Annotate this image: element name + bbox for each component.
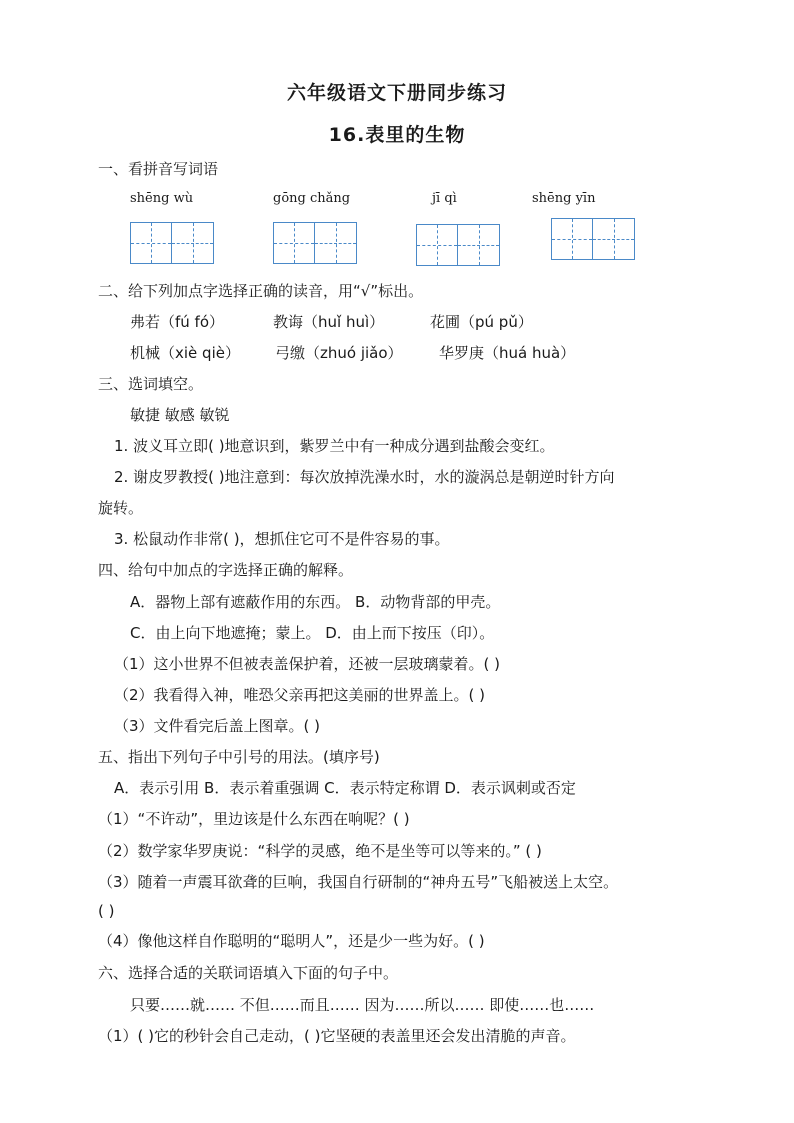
meaning-question-2: （2）我看得入神，唯恐父亲再把这美丽的世界盖上。( ) xyxy=(114,686,486,704)
page-title: 六年级语文下册同步练习 xyxy=(286,82,507,104)
conjunction-bank: 只要……就…… 不但……而且…… 因为……所以…… 即使……也…… xyxy=(130,996,595,1014)
pinyin-4: shēng yīn xyxy=(532,191,596,206)
pinyin-1: shēng wù xyxy=(130,191,194,206)
reading-choice-4: 机械（xiè qiè） xyxy=(130,344,240,362)
word-bank: 敏捷 敏感 敏锐 xyxy=(130,406,230,424)
fill-question-2: 2. 谢皮罗教授( )地注意到：每次放掉洗澡水时，水的漩涡总是朝逆时针方向 xyxy=(114,468,615,486)
meaning-options-cd: C．由上向下地遮掩；蒙上。 D．由上而下按压（印）。 xyxy=(130,624,495,642)
section2-heading: 二、给下列加点字选择正确的读音，用“√”标出。 xyxy=(98,282,424,300)
section4-heading: 四、给句中加点的字选择正确的解释。 xyxy=(98,561,354,579)
quote-question-1: （1）“不许动”，里边该是什么东西在响呢？( ) xyxy=(98,810,410,828)
meaning-question-1: （1）这小世界不但被表盖保护着，还被一层玻璃蒙着。( ) xyxy=(114,655,501,673)
reading-choice-6: 华罗庚（huá huà） xyxy=(439,344,576,362)
quote-question-2: （2）数学家华罗庚说：“科学的灵感，绝不是坐等可以等来的。” ( ) xyxy=(98,842,542,860)
quote-question-3: （3）随着一声震耳欲聋的巨响，我国自行研制的“神舟五号”飞船被送上太空。 xyxy=(98,873,619,891)
quote-question-4: （4）像他这样自作聪明的“聪明人”，还是少一些为好。( ) xyxy=(98,932,485,950)
section6-heading: 六、选择合适的关联词语填入下面的句子中。 xyxy=(98,964,399,982)
fill-question-1: 1. 波义耳立即( )地意识到，紫罗兰中有一种成分遇到盐酸会变红。 xyxy=(114,437,555,455)
reading-choice-1: 弗若（fú fó） xyxy=(130,313,225,331)
quote-question-3-blank: ( ) xyxy=(98,902,115,920)
reading-choice-5: 弓缴（zhuó jiǎo） xyxy=(275,344,403,362)
pinyin-3: jī qì xyxy=(432,191,457,206)
conjunction-question-1: （1）( )它的秒针会自己走动，( )它坚硬的表盖里还会发出清脆的声音。 xyxy=(98,1027,576,1045)
quote-usage-options: A．表示引用 B．表示着重强调 C．表示特定称谓 D．表示讽刺或否定 xyxy=(114,779,576,797)
meaning-options-ab: A．器物上部有遮蔽作用的东西。 B．动物背部的甲壳。 xyxy=(130,593,501,611)
section1-heading: 一、看拼音写词语 xyxy=(98,160,219,178)
fill-question-3: 3. 松鼠动作非常( )，想抓住它可不是件容易的事。 xyxy=(114,530,450,548)
section5-heading: 五、指出下列句子中引号的用法。(填序号) xyxy=(98,748,380,766)
section3-heading: 三、选词填空。 xyxy=(98,375,204,393)
fill-question-2-cont: 旋转。 xyxy=(98,499,144,517)
lesson-title: 16.表里的生物 xyxy=(328,124,466,146)
reading-choice-2: 教诲（huǐ huì） xyxy=(273,313,385,331)
meaning-question-3: （3）文件看完后盖上图章。( ) xyxy=(114,717,321,735)
reading-choice-3: 花圃（pú pǔ） xyxy=(430,313,533,331)
pinyin-2: gōng chǎng xyxy=(273,191,351,206)
